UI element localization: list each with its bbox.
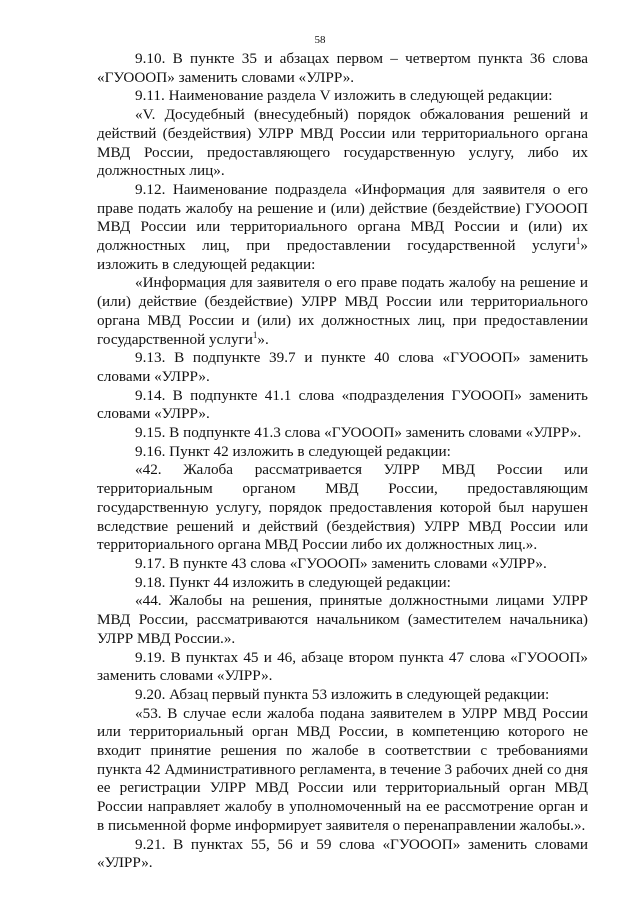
paragraph-subsection-title bbox=[97, 274, 588, 349]
paragraph-9-16: 9.16. Пункт 42 изложить в следующей редакции: bbox=[135, 442, 451, 460]
closing-quote: » bbox=[580, 237, 588, 255]
paragraph-9-12-text: 9.12. Наименование подраздела «Информация для заявителя о его праве подать жалобу на решение и (или) действие (бездействие) ГУОООП МВД России или территориального органа МВД России и (или) их должностных лиц, при предоставлении государственной услуги bbox=[97, 180, 588, 255]
paragraph-9-10: 9.10. В пункте 35 и абзацах первом – четвертом пункта 36 слова «ГУОООП» заменить словами «УЛРР». bbox=[97, 50, 588, 86]
paragraph-9-21: 9.21. В пунктах 55, 56 и 59 слова «ГУОООП» заменить словами «УЛРР». bbox=[97, 835, 588, 872]
paragraph-point-53: «53. В случае если жалоба подана заявителем в УЛРР МВД России или территориальный орган МВД России, в компетенцию которого не входит принятие решения по жалобе в соответствии с требованиями пункта 42 Административного регламента, в течение 3 рабочих дней со дня ее регистрации УЛРР МВД России или территориальный орган МВД России направляет жалобу в уполномоченный на ее рассмотрение орган и в письменной форме информирует заявителя о перенаправлении жалобы.». bbox=[97, 704, 588, 834]
paragraph-9-18: 9.18. Пункт 44 изложить в следующей редакции: bbox=[135, 573, 451, 591]
paragraph-9-14: 9.14. В подпункте 41.1 слова «подразделения ГУОООП» заменить словами «УЛРР». bbox=[97, 386, 588, 423]
paragraph-point-44: «44. Жалобы на решения, принятые должностными лицами УЛРР МВД России, рассматриваются начальником (заместителем начальника) УЛРР МВД России.». bbox=[97, 592, 588, 647]
document-body bbox=[97, 50, 588, 873]
subsection-title-text: «Информация для заявителя о его праве подать жалобу на решение и (или) действие (бездействие) УЛРР МВД России или территориального органа МВД России и (или) их должностных лиц, при предоставлении государственной услуги bbox=[97, 274, 588, 348]
footnote-mark-2: 1 bbox=[252, 329, 258, 340]
paragraph-9-19: 9.19. В пунктах 45 и 46, абзаце втором пункта 47 слова «ГУОООП» заменить словами «УЛРР». bbox=[97, 648, 588, 685]
paragraph-9-13: 9.13. В подпункте 39.7 и пункте 40 слова «ГУОООП» заменить словами «УЛРР». bbox=[97, 349, 588, 385]
paragraph-9-12 bbox=[97, 181, 588, 275]
paragraph-9-17: 9.17. В пункте 43 слова «ГУОООП» заменить словами «УЛРР». bbox=[135, 554, 547, 572]
footnote-mark: 1 bbox=[575, 236, 581, 247]
paragraph-9-15: 9.15. В подпункте 41.3 слова «ГУОООП» заменить словами «УЛРР». bbox=[135, 424, 582, 442]
paragraph-9-20: 9.20. Абзац первый пункта 53 изложить в следующей редакции: bbox=[135, 685, 550, 703]
paragraph-9-11: 9.11. Наименование раздела V изложить в следующей редакции: bbox=[135, 87, 553, 105]
paragraph-9-12-continuation: изложить в следующей редакции: bbox=[97, 255, 316, 273]
closing-quote-2: ». bbox=[257, 330, 269, 348]
paragraph-section-v-title: «V. Досудебный (внесудебный) порядок обжалования решений и действий (бездействия) УЛРР МВД России или территориального органа МВД России, предоставляющего государственную услугу, либо их должностных лиц». bbox=[97, 106, 588, 180]
page-number: 58 bbox=[314, 34, 326, 46]
paragraph-point-42: «42. Жалоба рассматривается УЛРР МВД России или территориальным органом МВД России, предоставляющим государственную услугу, порядок предоставления которой был нарушен вследствие решений и действий (бездействия) УЛРР МВД России или территориального органа МВД России либо их должностных лиц.». bbox=[97, 461, 588, 554]
